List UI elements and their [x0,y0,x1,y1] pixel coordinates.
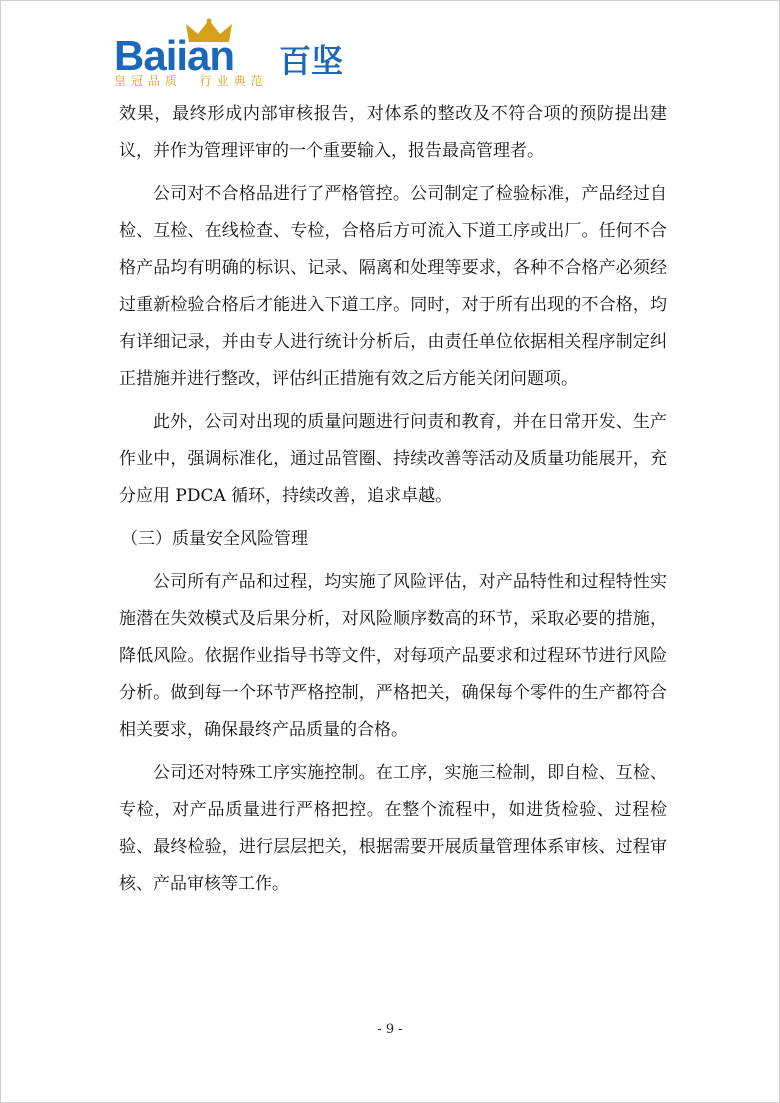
document-body [119,96,667,903]
paragraph: 公司还对特殊工序实施控制。在工序，实施三检制，即自检、互检、专检，对产品质量进行严格把控。在整个流程中，如进货检验、过程检验、最终检验，进行层层把关，根据需要开展质量管理体系审核、过程审核、产品审核等工作。 [119,763,667,894]
section-heading: （三）质量安全风险管理 [121,529,308,549]
paragraph: 效果，最终形成内部审核报告，对体系的整改及不符合项的预防提出建议，并作为管理评审的一个重要输入，报告最高管理者。 [119,104,667,161]
paragraph: 公司所有产品和过程，均实施了风险评估，对产品特性和过程特性实施潜在失效模式及后果分析，对风险顺序数高的环节，采取必要的措施，降低风险。依据作业指导书等文件，对每项产品要求和过程环节进行风险分析。做到每一个环节严格控制，严格把关，确保每个零件的生产都符合相关要求，确保最终产品质量的合格。 [119,572,667,740]
company-logo [114,18,364,90]
paragraph: 此外，公司对出现的质量问题进行问责和教育，并在日常开发、生产作业中，强调标准化，通过品管圈、持续改善等活动及质量功能展开，充分应用 PDCA 循环，持续改善，追求卓越。 [119,412,667,506]
page-number: - 9 - [377,1022,403,1037]
logo-brand-en: Baiian [114,32,235,79]
logo-slogan: 皇冠品质 行业典范 [114,74,268,88]
paragraph: 公司对不合格品进行了严格管控。公司制定了检验标准，产品经过自检、互检、在线检查、专检，合格后方可流入下道工序或出厂。任何不合格产品均有明确的标识、记录、隔离和处理等要求，各种不合格产必须经过重新检验合格后才能进入下道工序。同时，对于所有出现的不合格，均有详细记录，并由专人进行统计分析后，由责任单位依据相关程序制定纠正措施并进行整改，评估纠正措施有效之后方能关闭问题项。 [119,184,667,389]
logo-brand-cn: 百坚 [279,42,344,80]
